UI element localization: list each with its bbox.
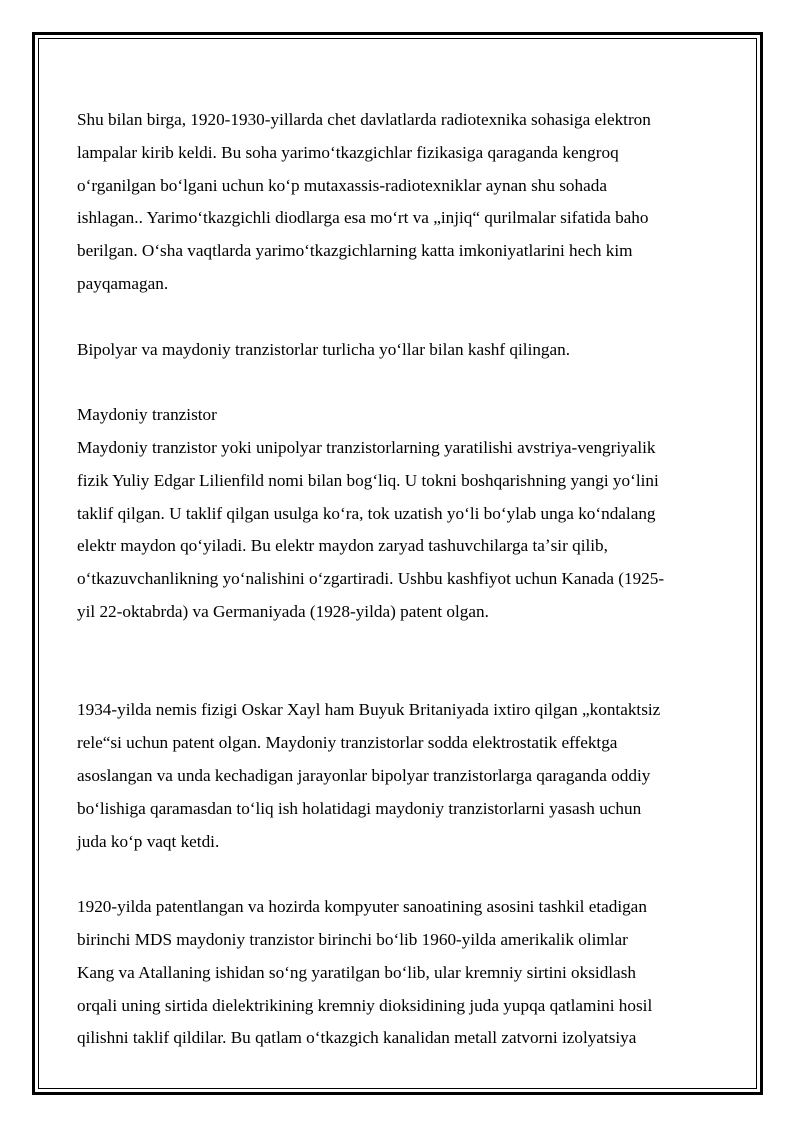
text-line: Bipolyar va maydoniy tranzistorlar turlicha yoʻllar bilan kashf qilingan. [77, 339, 571, 359]
text-line: orqali uning sirtida dielektrikining kremniy dioksidining juda yupqa qatlamini hosil [77, 995, 653, 1015]
text-line: taklif qilgan. U taklif qilgan usulga koʻra, tok uzatish yoʻli boʻylab unga koʻndalang [77, 503, 656, 523]
paragraph-mds [77, 891, 727, 1055]
text-line: Kang va Atallaning ishidan soʻng yaratilgan boʻlib, ular kremniy sirtini oksidlash [77, 962, 636, 982]
text-line: 1934-yilda nemis fizigi Oskar Xayl ham Buyuk Britaniyada ixtiro qilgan „kontaktsiz [77, 700, 661, 720]
paragraph-bipolar [77, 334, 727, 367]
text-line: juda koʻp vaqt ketdi. [77, 831, 220, 851]
text-line: berilgan. Oʻsha vaqtlarda yarimoʻtkazgichlarning katta imkoniyatlarini hech kim [77, 241, 633, 261]
paragraph-field-transistor [77, 399, 727, 629]
text-line: elektr maydon qoʻyiladi. Bu elektr maydon zaryad tashuvchilarga taʼsir qilib, [77, 536, 608, 556]
text-line: rele“si uchun patent olgan. Maydoniy tranzistorlar sodda elektrostatik effektga [77, 733, 618, 753]
text-line: birinchi MDS maydoniy tranzistor birinchi boʻlib 1960-yilda amerikalik olimlar [77, 929, 628, 949]
text-line: oʻrganilgan boʻlgani uchun koʻp mutaxassis-radiotexniklar aynan shu sohada [77, 175, 607, 195]
text-line: lampalar kirib keldi. Bu soha yarimoʻtkazgichlar fizikasiga qaraganda kengroq [77, 142, 619, 162]
text-line: 1920-yilda patentlangan va hozirda kompyuter sanoatining asosini tashkil etadigan [77, 897, 647, 917]
text-line: Maydoniy tranzistor yoki unipolyar tranzistorlarning yaratilishi avstriya-vengriyalik [77, 437, 656, 457]
paragraph-intro [77, 104, 727, 301]
paragraph-heil [77, 694, 727, 858]
text-line: Shu bilan birga, 1920-1930-yillarda chet davlatlarda radiotexnika sohasiga elektron [77, 110, 651, 129]
text-line: fizik Yuliy Edgar Lilienfild nomi bilan bogʻliq. U tokni boshqarishning yangi yoʻlini [77, 470, 659, 490]
text-line: payqamagan. [77, 273, 169, 293]
text-line: yil 22-oktabrda) va Germaniyada (1928-yilda) patent olgan. [77, 601, 489, 621]
text-line: qilishni taklif qildilar. Bu qatlam oʻtkazgich kanalidan metall zatvorni izolyatsiya [77, 1028, 637, 1048]
text-line: ishlagan.. Yarimoʻtkazgichli diodlarga esa moʻrt va „injiq“ qurilmalar sifatida baho [77, 208, 649, 228]
section-heading: Maydoniy tranzistor [77, 405, 217, 425]
text-line: boʻlishiga qaramasdan toʻliq ish holatidagi maydoniy tranzistorlarni yasash uchun [77, 798, 642, 818]
document-body [77, 104, 727, 1055]
text-line: asoslangan va unda kechadigan jarayonlar bipolyar tranzistorlarga qaraganda oddiy [77, 765, 651, 785]
text-line: oʻtkazuvchanlikning yoʻnalishini oʻzgartiradi. Ushbu kashfiyot uchun Kanada (1925- [77, 569, 665, 589]
